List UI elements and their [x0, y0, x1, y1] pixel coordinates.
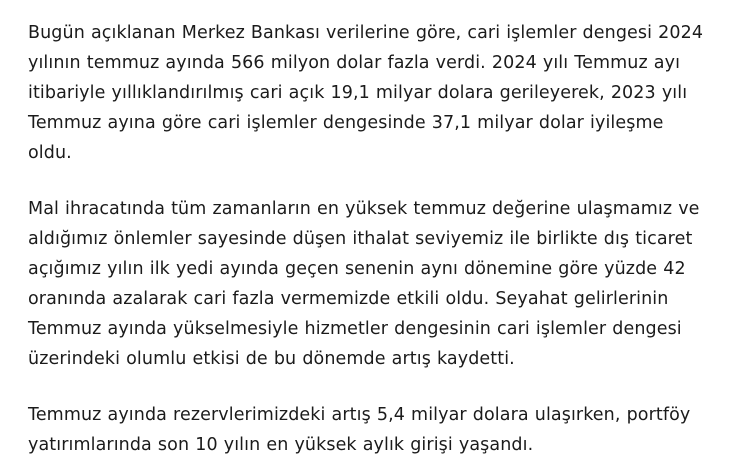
- paragraph-1: Bugün açıklanan Merkez Bankası verilerine göre, cari işlemler dengesi 2024 yılının temmuz ayında 566 milyon dolar fazla verdi. 2024 yılı Temmuz ayı itibariyle yıllıklandırılmış cari açık 19,1 milyar dolara gerileyerek, 2023 yılı Temmuz ayına göre cari işlemler dengesinde 37,1 milyar dolar iyileşme oldu.: [28, 23, 704, 163]
- paragraph-2: Mal ihracatında tüm zamanların en yüksek temmuz değerine ulaşmamız ve aldığımız önlemler sayesinde düşen ithalat seviyemiz ile birlikte dış ticaret açığımız yılın ilk yedi ayında geçen senenin aynı dönemine göre yüzde 42 oranında azalarak cari fazla vermemizde etkili oldu. Seyahat gelirlerinin Temmuz ayında yükselmesiyle hizmetler dengesinin cari işlemler dengesi üzerindeki olumlu etkisi de bu dönemde artış kaydetti.: [28, 199, 700, 369]
- paragraph-3: Temmuz ayında rezervlerimizdeki artış 5,4 milyar dolara ulaşırken, portföy yatırımlarında son 10 yılın en yüksek aylık girişi yaşandı.: [28, 405, 691, 455]
